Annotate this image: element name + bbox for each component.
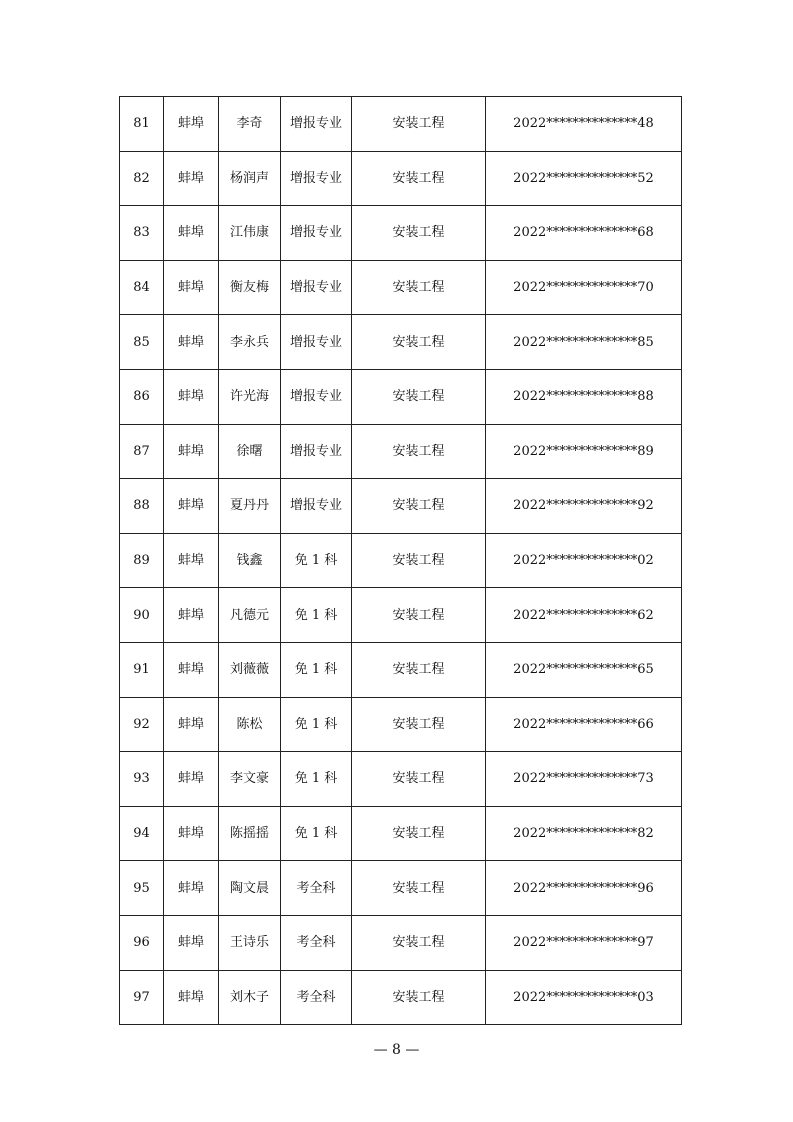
name-cell: 江伟康 [219, 206, 281, 261]
registration-type-cell: 免 1 科 [281, 752, 352, 807]
registration-id-cell: 2022**************89 [486, 424, 682, 479]
table-row [120, 642, 682, 697]
table-row [120, 424, 682, 479]
major-cell: 安装工程 [352, 260, 486, 315]
roster-body [120, 97, 682, 1025]
registration-type-cell: 增报专业 [281, 369, 352, 424]
registration-id-cell: 2022**************62 [486, 588, 682, 643]
table-row [120, 97, 682, 152]
row-number-cell: 93 [120, 752, 164, 807]
registration-id-cell: 2022**************68 [486, 206, 682, 261]
registration-id-cell: 2022**************92 [486, 479, 682, 534]
city-cell: 蚌埠 [164, 915, 219, 970]
table-row [120, 970, 682, 1025]
city-cell: 蚌埠 [164, 588, 219, 643]
registration-type-cell: 免 1 科 [281, 533, 352, 588]
major-cell: 安装工程 [352, 752, 486, 807]
registration-type-cell: 免 1 科 [281, 588, 352, 643]
row-number-cell: 83 [120, 206, 164, 261]
registration-id-cell: 2022**************66 [486, 697, 682, 752]
registration-type-cell: 考全科 [281, 915, 352, 970]
major-cell: 安装工程 [352, 970, 486, 1025]
major-cell: 安装工程 [352, 533, 486, 588]
registration-type-cell: 增报专业 [281, 315, 352, 370]
city-cell: 蚌埠 [164, 533, 219, 588]
major-cell: 安装工程 [352, 915, 486, 970]
table-row [120, 533, 682, 588]
row-number-cell: 85 [120, 315, 164, 370]
city-cell: 蚌埠 [164, 806, 219, 861]
row-number-cell: 94 [120, 806, 164, 861]
row-number-cell: 90 [120, 588, 164, 643]
table-row [120, 861, 682, 916]
major-cell: 安装工程 [352, 861, 486, 916]
row-number-cell: 92 [120, 697, 164, 752]
major-cell: 安装工程 [352, 369, 486, 424]
roster-table [119, 96, 682, 1025]
name-cell: 李永兵 [219, 315, 281, 370]
major-cell: 安装工程 [352, 151, 486, 206]
name-cell: 刘木子 [219, 970, 281, 1025]
city-cell: 蚌埠 [164, 97, 219, 152]
table-row [120, 806, 682, 861]
registration-id-cell: 2022**************73 [486, 752, 682, 807]
row-number-cell: 84 [120, 260, 164, 315]
row-number-cell: 95 [120, 861, 164, 916]
city-cell: 蚌埠 [164, 479, 219, 534]
city-cell: 蚌埠 [164, 697, 219, 752]
row-number-cell: 91 [120, 642, 164, 697]
major-cell: 安装工程 [352, 588, 486, 643]
registration-id-cell: 2022**************70 [486, 260, 682, 315]
name-cell: 许光海 [219, 369, 281, 424]
name-cell: 陈松 [219, 697, 281, 752]
major-cell: 安装工程 [352, 97, 486, 152]
name-cell: 徐曙 [219, 424, 281, 479]
city-cell: 蚌埠 [164, 861, 219, 916]
row-number-cell: 96 [120, 915, 164, 970]
registration-type-cell: 考全科 [281, 970, 352, 1025]
row-number-cell: 89 [120, 533, 164, 588]
registration-id-cell: 2022**************88 [486, 369, 682, 424]
table-row [120, 369, 682, 424]
table-row [120, 479, 682, 534]
name-cell: 陶文晨 [219, 861, 281, 916]
city-cell: 蚌埠 [164, 315, 219, 370]
registration-type-cell: 增报专业 [281, 260, 352, 315]
name-cell: 衡友梅 [219, 260, 281, 315]
registration-id-cell: 2022**************65 [486, 642, 682, 697]
registration-type-cell: 增报专业 [281, 97, 352, 152]
table-row [120, 206, 682, 261]
row-number-cell: 87 [120, 424, 164, 479]
city-cell: 蚌埠 [164, 642, 219, 697]
major-cell: 安装工程 [352, 424, 486, 479]
name-cell: 钱鑫 [219, 533, 281, 588]
table-row [120, 315, 682, 370]
row-number-cell: 82 [120, 151, 164, 206]
row-number-cell: 88 [120, 479, 164, 534]
major-cell: 安装工程 [352, 806, 486, 861]
name-cell: 李文豪 [219, 752, 281, 807]
city-cell: 蚌埠 [164, 424, 219, 479]
major-cell: 安装工程 [352, 642, 486, 697]
table-row [120, 915, 682, 970]
city-cell: 蚌埠 [164, 970, 219, 1025]
name-cell: 陈摇摇 [219, 806, 281, 861]
city-cell: 蚌埠 [164, 369, 219, 424]
registration-id-cell: 2022**************02 [486, 533, 682, 588]
row-number-cell: 97 [120, 970, 164, 1025]
registration-type-cell: 免 1 科 [281, 642, 352, 697]
row-number-cell: 86 [120, 369, 164, 424]
name-cell: 凡德元 [219, 588, 281, 643]
page-number: — 8 — [373, 1042, 420, 1058]
registration-type-cell: 免 1 科 [281, 697, 352, 752]
registration-id-cell: 2022**************48 [486, 97, 682, 152]
city-cell: 蚌埠 [164, 752, 219, 807]
name-cell: 刘薇薇 [219, 642, 281, 697]
name-cell: 夏丹丹 [219, 479, 281, 534]
registration-id-cell: 2022**************03 [486, 970, 682, 1025]
registration-id-cell: 2022**************97 [486, 915, 682, 970]
registration-type-cell: 增报专业 [281, 206, 352, 261]
name-cell: 李奇 [219, 97, 281, 152]
table-row [120, 260, 682, 315]
major-cell: 安装工程 [352, 697, 486, 752]
major-cell: 安装工程 [352, 479, 486, 534]
registration-id-cell: 2022**************85 [486, 315, 682, 370]
major-cell: 安装工程 [352, 315, 486, 370]
city-cell: 蚌埠 [164, 206, 219, 261]
registration-id-cell: 2022**************82 [486, 806, 682, 861]
city-cell: 蚌埠 [164, 260, 219, 315]
registration-id-cell: 2022**************96 [486, 861, 682, 916]
registration-type-cell: 增报专业 [281, 424, 352, 479]
registration-type-cell: 增报专业 [281, 479, 352, 534]
table-row [120, 151, 682, 206]
name-cell: 杨润声 [219, 151, 281, 206]
table-row [120, 752, 682, 807]
major-cell: 安装工程 [352, 206, 486, 261]
name-cell: 王诗乐 [219, 915, 281, 970]
city-cell: 蚌埠 [164, 151, 219, 206]
table-row [120, 697, 682, 752]
registration-type-cell: 考全科 [281, 861, 352, 916]
registration-type-cell: 免 1 科 [281, 806, 352, 861]
registration-id-cell: 2022**************52 [486, 151, 682, 206]
registration-type-cell: 增报专业 [281, 151, 352, 206]
table-row [120, 588, 682, 643]
row-number-cell: 81 [120, 97, 164, 152]
